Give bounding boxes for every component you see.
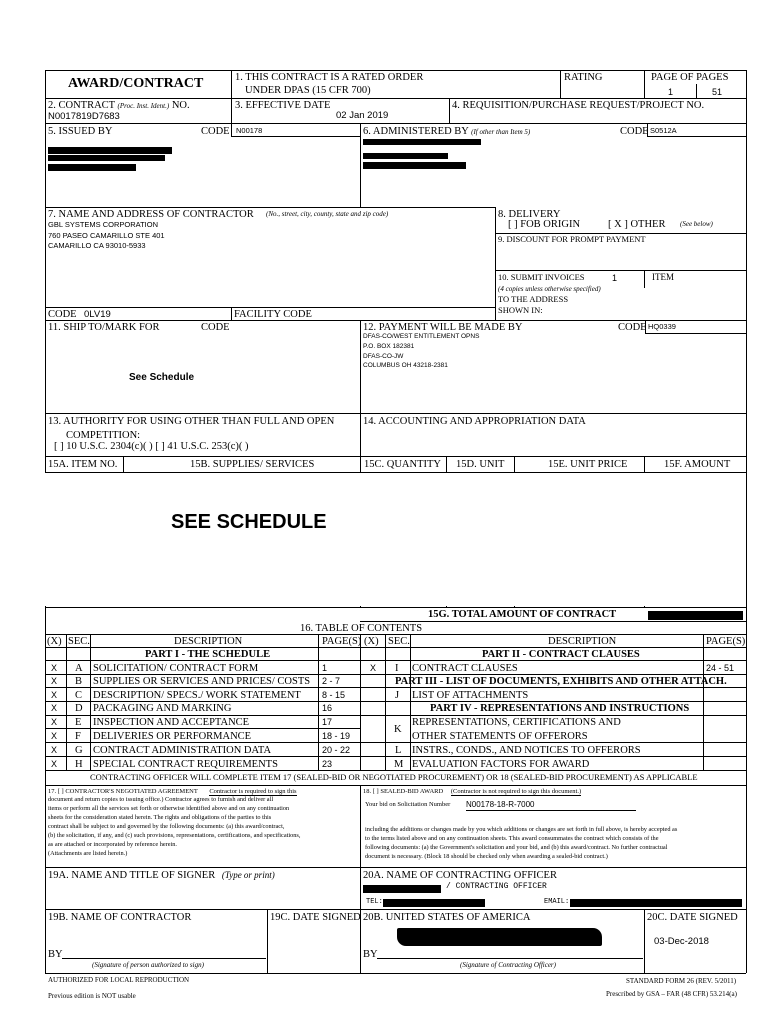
toc-desc: SUPPLIES OR SERVICES AND PRICES/ COSTS (93, 676, 311, 687)
ship-to-label: 11. SHIP TO/MARK FOR (48, 322, 160, 333)
ship-to-value: See Schedule (129, 372, 195, 383)
contractor-by-label: BY (48, 949, 63, 960)
redaction-bar (383, 899, 485, 907)
contract-no-value: N0017819D7683 (48, 111, 120, 122)
toc-pages: 1 (322, 663, 328, 673)
toc-desc: OTHER STATEMENTS OF OFFERORS (412, 731, 588, 742)
box17-text-line: sheets for the consideration stated herein. The rights and obligations of the parties to this (48, 814, 272, 821)
item-label: ITEM (652, 272, 674, 282)
box17-text-line: (b) the solicitation, if any, and (c) such provisions, representations, certifications, and specifications, (48, 832, 301, 839)
toc-pages: 24 - 51 (706, 663, 735, 673)
toc-desc: LIST OF ATTACHMENTS (412, 690, 529, 701)
see-schedule-text: SEE SCHEDULE (171, 511, 327, 533)
box17-text-line: items or perform all the services set forth or otherwise identified above and on any continuation (48, 805, 290, 812)
col-unit-price: 15E. UNIT PRICE (548, 459, 628, 470)
toc-sec: D (75, 703, 83, 714)
box18-text-line: following documents: (a) the Government's solicitation and your bid, and (b) this award/contract. No further contractual (365, 844, 668, 851)
discount-label: 9. DISCOUNT FOR PROMPT PAYMENT (498, 234, 646, 244)
co-by-label: BY (363, 949, 378, 960)
contractor-code: 0LV19 (84, 309, 111, 320)
administered-by-code-label: CODE (620, 126, 649, 137)
toc-sec: E (75, 717, 82, 728)
redaction-bar (48, 155, 165, 161)
toc-x-header: (X) (47, 636, 62, 647)
toc-sec: A (75, 663, 83, 674)
contractor-line: GBL SYSTEMS CORPORATION (48, 220, 159, 229)
submit-invoices-label: 10. SUBMIT INVOICES (498, 272, 585, 282)
box18-head: 18. [ ] SEALED-BID AWARD (Contractor is not required to sign this document.) (363, 788, 582, 795)
co-name-label: 20A. NAME OF CONTRACTING OFFICER (363, 870, 557, 881)
signature-redaction (397, 928, 602, 946)
signer-label: 19A. NAME AND TITLE OF SIGNER (Type or print) (48, 870, 275, 881)
toc-desc: DESCRIPTION/ SPECS./ WORK STATEMENT (93, 690, 301, 701)
col-quantity: 15C. QUANTITY (364, 459, 441, 470)
co-email-label: EMAIL: (544, 898, 570, 906)
box18-text-line: document is necessary. (Block 18 should be checked only when awarding a sealed-bid contract.) (365, 853, 608, 860)
page-number: 1 (668, 87, 674, 97)
toc-desc: SPECIAL CONTRACT REQUIREMENTS (93, 759, 278, 770)
footer-form-id: STANDARD FORM 26 (REV. 5/2011) (626, 977, 737, 985)
toc-part3: PART III - LIST OF DOCUMENTS, EXHIBITS AND OTHER ATTACH. (395, 676, 727, 687)
col-item-no: 15A. ITEM NO. (48, 459, 118, 470)
toc-pages: 16 (322, 703, 333, 713)
toc-sec: F (75, 731, 81, 742)
redaction-bar (363, 885, 441, 893)
toc-sec: G (75, 745, 83, 756)
contractor-date-label: 19C. DATE SIGNED (270, 912, 361, 923)
toc-sec: M (394, 759, 404, 770)
toc-sec-header: SEC. (68, 636, 90, 647)
toc-x-mark: X (51, 745, 58, 755)
toc-x-mark: X (51, 703, 58, 713)
co-signature-hint: (Signature of Contracting Officer) (460, 961, 556, 969)
payment-code: HQ0339 (648, 322, 676, 331)
effective-date-label: 3. EFFECTIVE DATE (235, 100, 331, 111)
redaction-bar (570, 899, 742, 907)
contractor-line: 760 PASEO CAMARILLO STE 401 (48, 231, 165, 240)
box17-head: 17. [ ] CONTRACTOR'S NEGOTIATED AGREEMENT Contractor is required to sign this (48, 788, 297, 795)
toc-sec: J (395, 690, 400, 701)
payment-line: P.O. BOX 182381 (363, 343, 415, 350)
issued-by-code-label: CODE (201, 126, 230, 137)
toc-sec: I (395, 663, 399, 674)
to-address-label: TO THE ADDRESS (498, 294, 569, 304)
toc-desc: INSTRS., CONDS., AND NOTICES TO OFFERORS (412, 745, 641, 756)
box18-text-line: to the terms listed above and on any continuation sheets. This award consummates the contract which consists of the (365, 835, 659, 842)
toc-part2: PART II - CONTRACT CLAUSES (482, 649, 640, 660)
contracting-officer-banner: CONTRACTING OFFICER WILL COMPLETE ITEM 17 (SEALED-BID OR NEGOTIATED PROCUREMENT) OR 18 (SEALED-BID PROCUREMENT) AS APPLICABLE (90, 772, 698, 782)
page-count: 51 (712, 87, 723, 97)
contractor-code-label: CODE (48, 309, 77, 320)
toc-x-mark: X (51, 663, 58, 673)
col-supplies: 15B. SUPPLIES/ SERVICES (190, 459, 315, 470)
toc-sec-header: SEC. (388, 636, 410, 647)
toc-desc: PACKAGING AND MARKING (93, 703, 232, 714)
toc-x-mark: X (51, 759, 58, 769)
box18-text-line: including the additions or changes made by you which additions or changes are set forth in full above, is hereby accepted as (365, 826, 678, 833)
redaction-bar (48, 164, 136, 171)
col-amount: 15F. AMOUNT (664, 459, 731, 470)
submit-invoices-value: 1 (612, 273, 618, 283)
bid-label: Your bid on Solicitation Number (365, 801, 451, 808)
administered-by-code: S0512A (650, 126, 677, 135)
payment-code-label: CODE (618, 322, 647, 333)
toc-x-header: (X) (364, 636, 379, 647)
competition-label: COMPETITION: (66, 430, 141, 441)
footer-prescribed: Prescribed by GSA – FAR (48 CFR) 53.214(a) (606, 990, 737, 998)
toc-part1: PART I - THE SCHEDULE (145, 649, 271, 660)
authority-options[interactable]: [ ] 10 U.S.C. 2304(c)( ) [ ] 41 U.S.C. 253(c)( ) (54, 441, 249, 452)
toc-pages-header: PAGE(S) (706, 636, 746, 647)
box17-text-line: document and return copies to issuing office.) Contractor agrees to furnish and deliver all (48, 796, 274, 803)
form-title: AWARD/CONTRACT (68, 76, 204, 91)
toc-desc: REPRESENTATIONS, CERTIFICATIONS AND (412, 717, 621, 728)
toc-desc: DELIVERIES OR PERFORMANCE (93, 731, 252, 742)
box17-text-line: contract shall be subject to and governed by the following documents: (a) this award/contract, (48, 823, 285, 830)
payment-line: DFAS-CO/WEST ENTITLEMENT OPNS (363, 333, 480, 340)
shown-in-label: SHOWN IN: (498, 305, 543, 315)
toc-pages: 8 - 15 (322, 690, 346, 700)
toc-x-mark: X (51, 676, 58, 686)
issued-by-code: N00178 (236, 126, 263, 135)
toc-title: 16. TABLE OF CONTENTS (300, 623, 423, 634)
payment-line: COLUMBUS OH 43218-2381 (363, 362, 448, 369)
footer-previous-edition: Previous edition is NOT usable (48, 992, 136, 1000)
redaction-bar (648, 611, 743, 620)
toc-sec: L (395, 745, 402, 756)
contractor-line: CAMARILLO CA 93010-5933 (48, 241, 146, 250)
toc-desc-header: DESCRIPTION (174, 636, 243, 647)
contractor-hint: (No., street, city, county, state and zip code) (266, 210, 389, 218)
total-amount-label: 15G. TOTAL AMOUNT OF CONTRACT (428, 609, 617, 620)
box17-text-line: (Attachments are listed herein.) (48, 850, 128, 857)
co-tel-label: TEL: (366, 898, 383, 906)
toc-pages: 18 - 19 (322, 731, 351, 741)
toc-sec: H (75, 759, 83, 770)
toc-pages: 20 - 22 (322, 745, 351, 755)
toc-x-mark: X (51, 731, 58, 741)
effective-date-value: 02 Jan 2019 (336, 110, 389, 121)
toc-pages-header: PAGE(S) (322, 636, 362, 647)
rated-order-label: 1. THIS CONTRACT IS A RATED ORDER (235, 72, 424, 83)
co-date-value: 03-Dec-2018 (654, 936, 709, 947)
redaction-bar (363, 153, 448, 159)
redaction-bar (48, 147, 172, 154)
contractor-label: 7. NAME AND ADDRESS OF CONTRACTOR (48, 209, 254, 220)
fob-origin-option[interactable]: [ ] FOB ORIGIN (508, 219, 581, 230)
rating-label: RATING (564, 72, 603, 83)
other-option[interactable]: [ X ] OTHER (608, 219, 666, 230)
payment-by-label: 12. PAYMENT WILL BE MADE BY (363, 322, 523, 333)
page-of-pages-label: PAGE OF PAGES (651, 72, 729, 83)
toc-desc: SOLICITATION/ CONTRACT FORM (93, 663, 259, 674)
payment-line: DFAS-CO-JW (363, 353, 404, 360)
toc-sec: C (75, 690, 83, 701)
facility-code-label: FACILITY CODE (234, 309, 312, 320)
redaction-bar (363, 162, 466, 169)
dpas-label: UNDER DPAS (15 CFR 700) (245, 85, 371, 96)
toc-x-mark: X (51, 690, 58, 700)
contractor-name-label: 19B. NAME OF CONTRACTOR (48, 912, 192, 923)
toc-desc-header: DESCRIPTION (548, 636, 617, 647)
delivery-label: 8. DELIVERY (498, 209, 561, 220)
issued-by-label: 5. ISSUED BY (48, 126, 113, 137)
toc-part4: PART IV - REPRESENTATIONS AND INSTRUCTIONS (430, 703, 690, 714)
redaction-bar (363, 139, 481, 145)
toc-desc: CONTRACT ADMINISTRATION DATA (93, 745, 272, 756)
toc-sec: K (394, 724, 402, 735)
co-title: / CONTRACTING OFFICER (446, 882, 547, 891)
copies-hint: (4 copies unless otherwise specified) (498, 285, 601, 293)
toc-sec: B (75, 676, 83, 687)
authority-label: 13. AUTHORITY FOR USING OTHER THAN FULL AND OPEN (48, 416, 335, 427)
toc-pages: 17 (322, 717, 333, 727)
requisition-label: 4. REQUISITION/PURCHASE REQUEST/PROJECT NO. (452, 100, 705, 111)
toc-desc: INSPECTION AND ACCEPTANCE (93, 717, 250, 728)
toc-pages: 2 - 7 (322, 676, 341, 686)
ship-to-code-label: CODE (201, 322, 230, 333)
accounting-label: 14. ACCOUNTING AND APPROPRIATION DATA (363, 416, 586, 427)
toc-desc: CONTRACT CLAUSES (412, 663, 518, 674)
contractor-signature-hint: (Signature of person authorized to sign) (92, 961, 204, 969)
contract-no-label: 2. CONTRACT (Proc. Inst. Ident.) NO. (48, 100, 190, 111)
box17-text-line: as are attached or incorporated by reference herein. (48, 841, 178, 848)
usa-label: 20B. UNITED STATES OF AMERICA (363, 912, 531, 923)
toc-pages: 23 (322, 759, 333, 769)
toc-x-mark: X (370, 663, 377, 673)
other-hint: (See below) (680, 220, 713, 228)
toc-desc: EVALUATION FACTORS FOR AWARD (412, 759, 590, 770)
administered-by-label: 6. ADMINISTERED BY (If other than Item 5) (363, 126, 531, 137)
schedule-area (45, 473, 746, 606)
col-unit: 15D. UNIT (456, 459, 505, 470)
bid-number: N00178-18-R-7000 (466, 800, 636, 811)
toc-x-mark: X (51, 717, 58, 727)
footer-reproduction: AUTHORIZED FOR LOCAL REPRODUCTION (48, 976, 190, 984)
co-date-label: 20C. DATE SIGNED (647, 912, 738, 923)
